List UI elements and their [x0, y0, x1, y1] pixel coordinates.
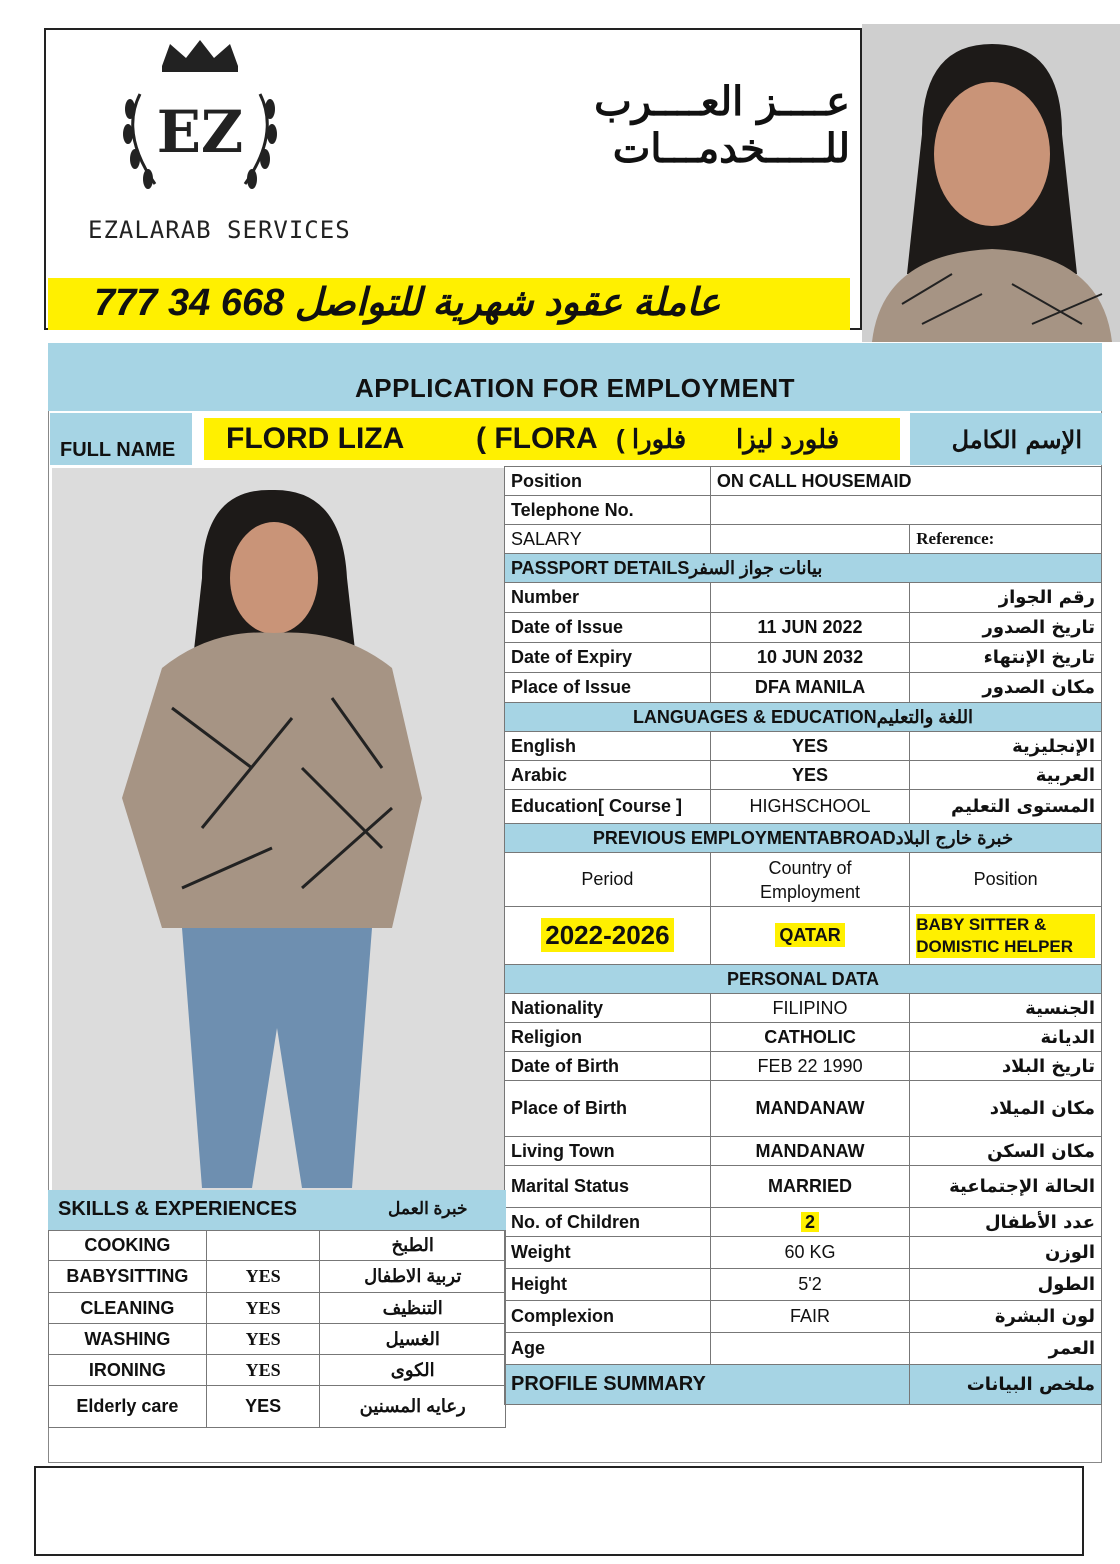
passport-row-label: Date of Expiry	[505, 643, 711, 673]
table-row	[49, 1231, 506, 1261]
personal-value: FILIPINO	[710, 994, 909, 1023]
personal-value: MANDANAW	[710, 1137, 909, 1166]
skill-label: CLEANING	[49, 1293, 207, 1324]
skill-value: YES	[206, 1355, 320, 1386]
salary-label: SALARY	[505, 525, 711, 554]
brand-name-en: EZALARAB SERVICES	[88, 216, 351, 244]
personal-label: Religion	[505, 1023, 711, 1052]
skills-title-ar: خبرة العمل	[388, 1199, 468, 1218]
reference-label: Reference:	[910, 525, 1102, 554]
personal-ar: الوزن	[910, 1237, 1102, 1269]
skill-value: YES	[206, 1261, 320, 1293]
personal-value: MARRIED	[710, 1166, 909, 1208]
personal-value: MANDANAW	[710, 1081, 909, 1137]
contact-banner-text: عاملة عقود شهرية للتواصل 668 34 777	[94, 282, 721, 324]
full-name-label: FULL NAME	[60, 439, 176, 461]
table-row	[49, 1293, 506, 1324]
languages-header	[505, 703, 1102, 732]
contact-banner	[48, 278, 850, 330]
position-value: ON CALL HOUSEMAID	[710, 467, 1101, 496]
full-name-ar-label-cell	[910, 413, 1102, 465]
logo-monogram: EZ	[156, 98, 244, 166]
language-row-label: Arabic	[505, 761, 711, 790]
passport-row-value: DFA MANILA	[710, 673, 909, 703]
form-title-band	[48, 343, 1102, 411]
skills-title-en: SKILLS & EXPERIENCES	[58, 1198, 297, 1220]
passport-row-ar: تاريخ الإنتهاء	[910, 643, 1102, 673]
skill-value: YES	[206, 1386, 320, 1428]
personal-label: Marital Status	[505, 1166, 711, 1208]
table-row	[505, 1023, 1102, 1052]
language-row-ar: الإنجليزية	[910, 732, 1102, 761]
table-row	[49, 1261, 506, 1293]
table-row	[505, 583, 1102, 613]
table-row	[49, 1386, 506, 1428]
languages-title-en: LANGUAGES & EDUCATION	[632, 706, 877, 727]
skill-value: YES	[206, 1293, 320, 1324]
form-title: APPLICATION FOR EMPLOYMENT	[354, 373, 796, 403]
profile-summary-en: PROFILE SUMMARY	[505, 1365, 910, 1405]
personal-ar: الديانة	[910, 1023, 1102, 1052]
passport-title-en: PASSPORT DETAILS	[511, 557, 690, 578]
language-row-value: YES	[710, 761, 909, 790]
skill-ar: الطبخ	[320, 1231, 506, 1261]
table-row	[505, 1301, 1102, 1333]
table-row	[505, 994, 1102, 1023]
table-row	[505, 1333, 1102, 1365]
personal-label: Living Town	[505, 1137, 711, 1166]
passport-row-value: 11 JUN 2022	[710, 613, 909, 643]
language-row-value: HIGHSCHOOL	[710, 790, 909, 824]
passport-row-ar: مكان الصدور	[910, 673, 1102, 703]
nickname-ar: فلورا )	[616, 424, 687, 454]
col-country: Country of Employment	[710, 853, 909, 907]
personal-ar: الحالة الإجتماعية	[910, 1166, 1102, 1208]
skill-label: WASHING	[49, 1324, 207, 1355]
passport-row-label: Number	[505, 583, 711, 613]
telephone-value	[710, 496, 1101, 525]
skill-ar: الغسيل	[320, 1324, 506, 1355]
personal-value: FAIR	[710, 1301, 909, 1333]
portrait-photo	[862, 24, 1120, 342]
profile-summary-header	[505, 1365, 1102, 1405]
personal-value: 2	[801, 1212, 819, 1232]
personal-ar: مكان السكن	[910, 1137, 1102, 1166]
employment-period: 2022-2026	[541, 918, 673, 952]
personal-value: 5'2	[710, 1269, 909, 1301]
info-table	[504, 466, 1102, 1405]
skills-table	[48, 1230, 506, 1428]
language-row-value: YES	[710, 732, 909, 761]
skill-ar: التنظيف	[320, 1293, 506, 1324]
personal-label: Height	[505, 1269, 711, 1301]
table-row	[505, 790, 1102, 824]
col-period: Period	[505, 853, 711, 907]
table-row	[505, 907, 1102, 965]
skill-value	[206, 1231, 320, 1261]
table-row	[505, 761, 1102, 790]
personal-title: PERSONAL DATA	[505, 965, 1102, 994]
passport-row-label: Place of Issue	[505, 673, 711, 703]
table-row	[505, 853, 1102, 907]
skill-ar: تربية الاطفال	[320, 1261, 506, 1293]
table-row	[505, 1081, 1102, 1137]
crown-logo-icon	[100, 34, 300, 204]
table-row	[505, 613, 1102, 643]
personal-label: Age	[505, 1333, 711, 1365]
skill-label: IRONING	[49, 1355, 207, 1386]
full-name-label-cell	[50, 413, 192, 465]
full-body-photo	[52, 468, 504, 1190]
personal-ar: العمر	[910, 1333, 1102, 1365]
language-row-label: English	[505, 732, 711, 761]
personal-value: 60 KG	[710, 1237, 909, 1269]
skill-ar: الكوى	[320, 1355, 506, 1386]
personal-ar: تاريخ البلاد	[910, 1052, 1102, 1081]
table-row	[505, 1269, 1102, 1301]
employment-title-ar: خبرة خارج البلاد	[895, 827, 1014, 848]
employment-header	[505, 824, 1102, 853]
full-name-value	[204, 418, 900, 460]
full-name-en: FLORD LIZA	[226, 422, 405, 455]
skill-ar: رعايه المسنين	[320, 1386, 506, 1428]
nickname-en: ( FLORA	[476, 422, 598, 455]
employment-title-en: PREVIOUS EMPLOYMENTABROAD	[592, 827, 896, 848]
full-name-ar: فلورد ليزا	[736, 424, 840, 454]
table-row	[49, 1355, 506, 1386]
skill-label: Elderly care	[49, 1386, 207, 1428]
notes-box	[34, 1466, 1084, 1556]
languages-title-ar: اللغة والتعليم	[876, 706, 974, 727]
table-row	[505, 1052, 1102, 1081]
personal-ar: لون البشرة	[910, 1301, 1102, 1333]
passport-row-value	[710, 583, 909, 613]
personal-label: Date of Birth	[505, 1052, 711, 1081]
salary-value	[710, 525, 909, 554]
personal-label: No. of Children	[505, 1208, 711, 1237]
language-row-ar: العربية	[910, 761, 1102, 790]
personal-ar: الطول	[910, 1269, 1102, 1301]
table-row	[49, 1324, 506, 1355]
passport-header	[505, 554, 1102, 583]
passport-row-label: Date of Issue	[505, 613, 711, 643]
table-row	[505, 1237, 1102, 1269]
col-position: Position	[910, 853, 1102, 907]
employment-country: QATAR	[775, 923, 844, 947]
table-row	[505, 525, 1102, 554]
skill-label: BABYSITTING	[49, 1261, 207, 1293]
passport-title-ar: بيانات جواز السفر	[689, 557, 823, 578]
brand-name-ar: عــــز العــــرب للـــــخدمـــات	[594, 78, 850, 172]
language-row-ar: المستوى التعليم	[910, 790, 1102, 824]
passport-row-ar: رقم الجواز	[910, 583, 1102, 613]
table-row	[505, 1137, 1102, 1166]
passport-row-value: 10 JUN 2032	[710, 643, 909, 673]
profile-summary-ar: ملخص البيانات	[910, 1365, 1102, 1405]
skill-value: YES	[206, 1324, 320, 1355]
personal-ar: عدد الأطفال	[910, 1208, 1102, 1237]
table-row	[505, 732, 1102, 761]
personal-label: Place of Birth	[505, 1081, 711, 1137]
telephone-label: Telephone No.	[505, 496, 711, 525]
passport-row-ar: تاريخ الصدور	[910, 613, 1102, 643]
personal-ar: الجنسية	[910, 994, 1102, 1023]
position-label: Position	[505, 467, 711, 496]
table-row	[505, 496, 1102, 525]
personal-ar: مكان الميلاد	[910, 1081, 1102, 1137]
language-row-label: Education[ Course ]	[505, 790, 711, 824]
personal-label: Complexion	[505, 1301, 711, 1333]
personal-header	[505, 965, 1102, 994]
table-row	[505, 1208, 1102, 1237]
skill-label: COOKING	[49, 1231, 207, 1261]
full-name-ar-label: الإسم الكامل	[951, 425, 1082, 454]
table-row	[505, 1166, 1102, 1208]
table-row	[505, 673, 1102, 703]
table-row	[505, 467, 1102, 496]
personal-label: Weight	[505, 1237, 711, 1269]
personal-value	[710, 1333, 909, 1365]
personal-label: Nationality	[505, 994, 711, 1023]
employment-position: BABY SITTER & DOMISTIC HELPER	[916, 914, 1095, 958]
personal-value: CATHOLIC	[710, 1023, 909, 1052]
personal-value: FEB 22 1990	[710, 1052, 909, 1081]
skills-header	[48, 1190, 506, 1230]
table-row	[505, 643, 1102, 673]
